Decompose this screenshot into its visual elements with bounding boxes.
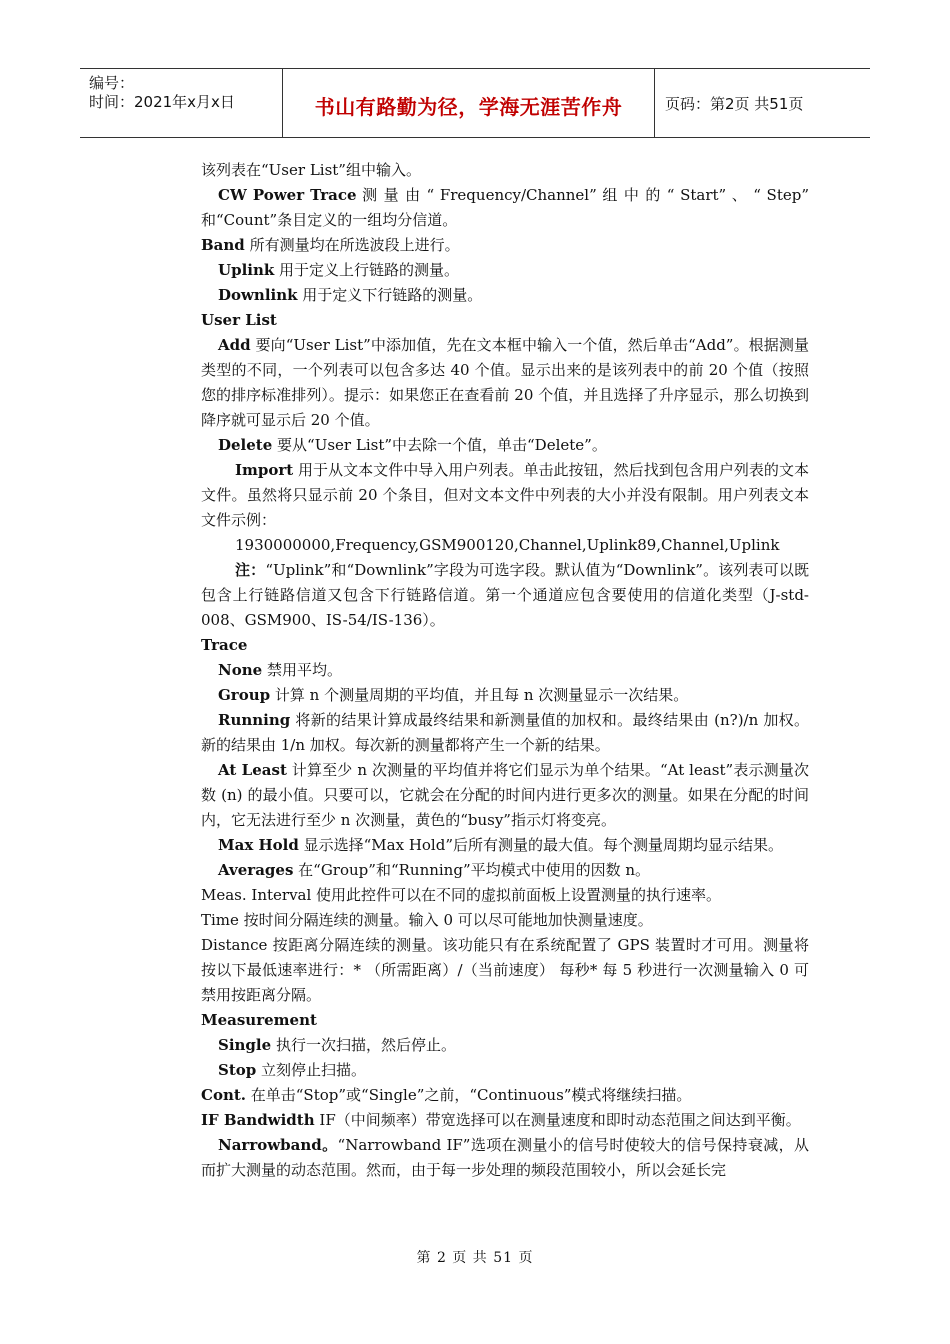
section-heading: [201, 633, 809, 658]
paragraph: 该列表在“User List”组中输入。: [201, 161, 421, 179]
term: Trace: [201, 636, 248, 654]
page-footer: 第 2 页 共 51 页: [416, 1250, 534, 1266]
term: Import: [235, 461, 294, 479]
header-page-label: 页码：第2页 共51页: [665, 95, 804, 113]
paragraph-text: 在单击“Stop”或“Single”之前，“Continuous”模式将继续扫描。: [246, 1086, 692, 1104]
paragraph-text: 显示选择“Max Hold”后所有测量的最大值。每个测量周期均显示结果。: [298, 836, 784, 854]
term: Stop: [218, 1061, 257, 1079]
paragraph-text: 立刻停止扫描。: [256, 1061, 367, 1079]
paragraph-text: 禁用平均。: [262, 661, 342, 679]
paragraph-text: 计算 n 个测量周期的平均值，并且每 n 次测量显示一次结果。: [270, 686, 689, 704]
paragraph: [201, 258, 809, 283]
paragraph: [201, 183, 809, 233]
paragraph-text: 用于从文本文件中导入用户列表。单击此按钮，然后找到包含用户列表的文本文件。虽然将只显示前 20 个条目，但对文本文件中列表的大小并没有限制。用户列表文本文件示例：: [201, 461, 809, 529]
term: 注：: [235, 561, 266, 579]
paragraph-text: 要从“User List”中去除一个值，单击“Delete”。: [272, 436, 607, 454]
term: Averages: [218, 861, 294, 879]
paragraph-text: 用于定义上行链路的测量。: [274, 261, 460, 279]
paragraph: [201, 558, 809, 633]
term: Add: [218, 336, 251, 354]
paragraph-text: 计算至少 n 次测量的平均值并将它们显示为单个结果。“At least”表示测量次数 (n) 的最小值。只要可以，它就会在分配的时间内进行更多次的测量。如果在分配的时间内，它无法进行至少 n 次测量，黄色的“busy”指示灯将变亮。: [201, 761, 809, 829]
paragraph: [201, 683, 809, 708]
header-center-cell: [283, 69, 655, 137]
term: Max Hold: [218, 836, 299, 854]
paragraph: [201, 1108, 809, 1133]
section-heading: [201, 308, 809, 333]
paragraph: Meas. Interval 使用此控件可以在不同的虚拟前面板上设置测量的执行速率。: [201, 886, 722, 904]
paragraph: [201, 283, 809, 308]
document-number-label: 编号：: [89, 74, 135, 92]
paragraph-text: 测 量 由 “ Frequency/Channel” 组 中 的 “ Start” 、 “ Step” 和“Count”条目定义的一组均分信道。: [201, 186, 810, 229]
paragraph-text: 将新的结果计算成最终结果和新测量值的加权和。最终结果由 (n?)/n 加权。新的结果由 1/n 加权。每次新的测量都将产生一个新的结果。: [201, 711, 809, 754]
term: None: [218, 661, 263, 679]
term: IF Bandwidth: [201, 1111, 315, 1129]
paragraph: [201, 233, 809, 258]
paragraph: [201, 858, 809, 883]
term: Delete: [218, 436, 273, 454]
paragraph: [201, 1133, 809, 1183]
paragraph: Time 按时间分隔连续的测量。输入 0 可以尽可能地加快测量速度。: [201, 911, 653, 929]
header-left-cell: [80, 69, 283, 137]
paragraph-text: 要向“User List”中添加值，先在文本框中输入一个值，然后单击“Add”。根据测量类型的不同，一个列表可以包含多达 40 个值。显示出来的是该列表中的前 20 个值（按照您的排序标准排列）。提示：如果您正在查看前 20 个值，并且选择了升序显示，那么切换到降序就可显示后 20 个值。: [201, 336, 809, 429]
paragraph-text: “Uplink”和“Downlink”字段为可选字段。默认值为“Downlink”。该列表可以既包含上行链路信道又包含下行链路信道。第一个通道应包含要使用的信道化类型（J-std-008、GSM900、IS-54/IS-136）。: [201, 561, 809, 629]
paragraph-text: 执行一次扫描，然后停止。: [271, 1036, 456, 1054]
term: Uplink: [218, 261, 275, 279]
header-right-cell: [655, 69, 870, 137]
term: Narrowband。: [218, 1136, 338, 1154]
paragraph: [201, 458, 809, 533]
paragraph: [201, 1033, 809, 1058]
term: CW Power Trace: [218, 186, 357, 204]
paragraph: [201, 333, 809, 433]
term: User List: [201, 311, 277, 329]
paragraph: [201, 758, 809, 833]
paragraph-text: 用于定义下行链路的测量。: [297, 286, 483, 304]
term: Group: [218, 686, 271, 704]
term: Downlink: [218, 286, 298, 304]
paragraph-text: IF（中间频率）带宽选择可以在测量速度和即时动态范围之间达到平衡。: [314, 1111, 801, 1129]
term: Single: [218, 1036, 272, 1054]
paragraph: 1930000000,Frequency,GSM900120,Channel,Uplink89,Channel,Uplink: [235, 536, 780, 554]
paragraph-text: “Narrowband IF”选项在测量小的信号时使较大的信号保持衰减，从而扩大测量的动态范围。然而，由于每一步处理的频段范围较小，所以会延长完: [201, 1136, 809, 1179]
section-heading: [201, 1008, 809, 1033]
paragraph: [201, 658, 809, 683]
term: Cont.: [201, 1086, 246, 1104]
paragraph: [201, 708, 809, 758]
paragraph: [201, 433, 809, 458]
term: At Least: [218, 761, 287, 779]
paragraph: Distance 按距离分隔连续的测量。该功能只有在系统配置了 GPS 装置时才可用。测量将按以下最低速率进行：* （所需距离）/（当前速度） 每秒* 每 5 秒进行一次测量输入 0 可禁用按距离分隔。: [201, 936, 809, 1004]
paragraph: [201, 833, 809, 858]
paragraph-text: 在“Group”和“Running”平均模式中使用的因数 n。: [293, 861, 651, 879]
term: Running: [218, 711, 291, 729]
paragraph: [201, 1058, 809, 1083]
term: Band: [201, 236, 245, 254]
paragraph: [201, 1083, 809, 1108]
document-header: [80, 68, 870, 138]
document-date-label: 时间：2021年x月x日: [89, 93, 235, 111]
term: Measurement: [201, 1011, 317, 1029]
paragraph-text: 所有测量均在所选波段上进行。: [244, 236, 460, 254]
document-body: [201, 158, 809, 1183]
header-motto: 书山有路勤为径，学海无涯苦作舟: [314, 95, 623, 119]
